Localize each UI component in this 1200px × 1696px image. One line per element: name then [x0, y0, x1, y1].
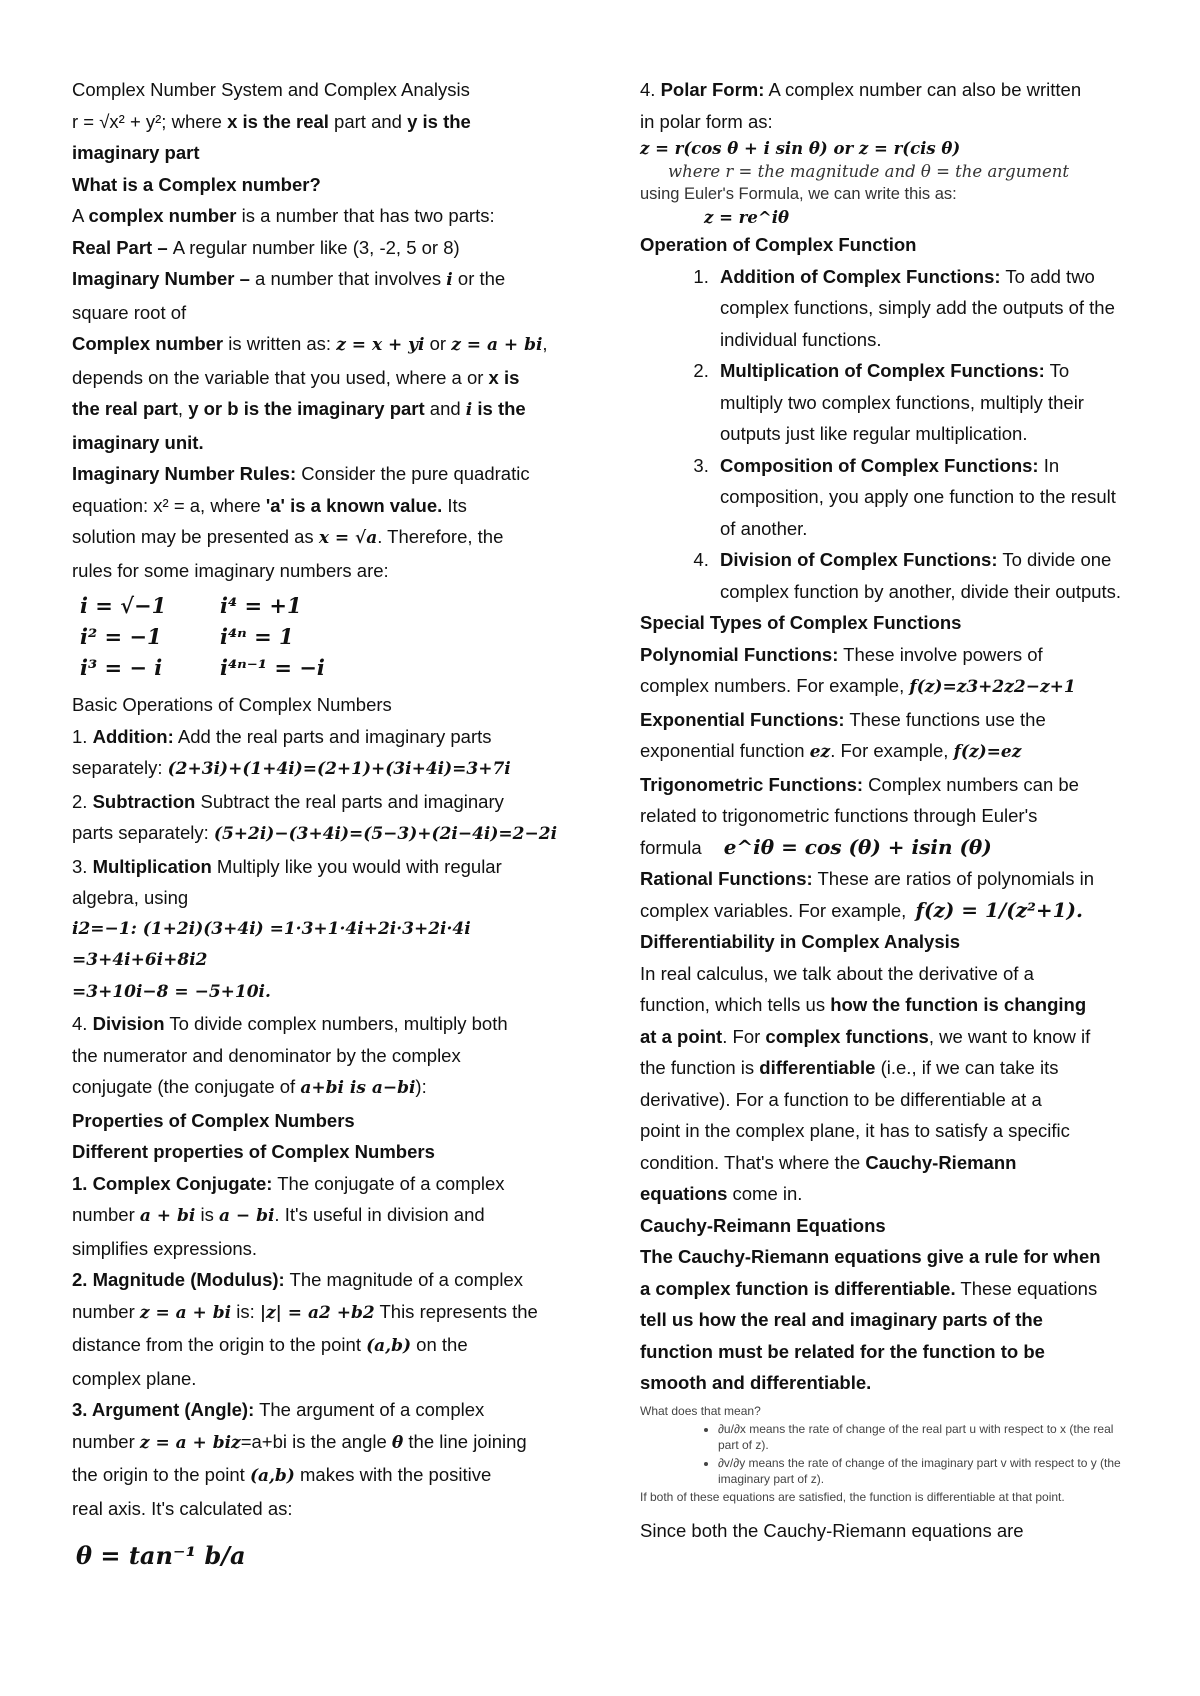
text-line: Trigonometric Functions: Complex numbers can be: [640, 773, 1079, 795]
embedded-note: [640, 1403, 1136, 1505]
text-line: related to trigonometric functions through Euler's: [640, 805, 1038, 826]
text-line: imaginary part: [72, 142, 200, 163]
text-line: point in the complex plane, it has to satisfy a specific: [640, 1120, 1070, 1141]
text-line: the real part, y or b is the imaginary part and i is the: [72, 398, 526, 420]
text-line: number z = a + bi is: |z| = a2 +b2 This represents the: [72, 1300, 538, 1323]
rational-formula: f(z) = 1/(z²+1).: [915, 897, 1083, 922]
text-line: conjugate (the conjugate of a+bi is a−bi):: [72, 1076, 427, 1098]
text-line: the origin to the point (a,b) makes with the positive: [72, 1464, 492, 1486]
list-item: • ∂u/∂x means the rate of change of the real part u with respect to x (the real part of z).: [718, 1421, 1136, 1453]
section-heading: Properties of Complex Numbers: [72, 1109, 355, 1131]
section-heading: Cauchy-Reimann Equations: [640, 1214, 886, 1236]
text-line: distance from the origin to the point (a,b) on the: [72, 1334, 468, 1356]
equation-line: z = re^iθ: [704, 208, 789, 227]
right-column: [640, 74, 1136, 1546]
list-item: • ∂v/∂y means the rate of change of the imaginary part v with respect to y (the imaginary part of z).: [718, 1455, 1136, 1487]
text-line: A complex number is a number that has two parts:: [72, 205, 495, 226]
text-line: imaginary unit.: [72, 431, 204, 453]
text-line: function must be related for the function to be: [640, 1340, 1045, 1362]
text-line: using Euler's Formula, we can write this as:: [640, 185, 957, 203]
text-line: a complex function is differentiable. These equations: [640, 1277, 1098, 1299]
text-line: number z = a + biz=a+bi is the angle θ the line joining: [72, 1430, 527, 1453]
argument-formula: θ = tan⁻¹ b/a: [76, 1541, 246, 1570]
text-line: square root of: [72, 301, 187, 323]
text-line: exponential function ez. For example, f(z)=ez: [640, 740, 1022, 762]
equation: i = √−1: [80, 593, 167, 618]
text-line: complex numbers. For example, f(z)=z3+2z2−z+1: [640, 675, 1076, 697]
text-line: In real calculus, we talk about the derivative of a: [640, 962, 1034, 984]
text-line: 4. Polar Form: A complex number can also be written: [640, 79, 1082, 100]
text-line: Real Part – A regular number like (3, -2, 5 or 8): [72, 236, 460, 258]
text-line: 2. Magnitude (Modulus): The magnitude of a complex: [72, 1269, 523, 1290]
text-line: r = √x² + y²; where x is the real part and y is the: [72, 110, 471, 132]
text-line: equations come in.: [640, 1183, 803, 1204]
euler-formula: e^iθ = cos (θ) + isin (θ): [723, 834, 992, 859]
text-line: tell us how the real and imaginary parts of the: [640, 1309, 1043, 1330]
text-line: 3. Argument (Angle): The argument of a complex: [72, 1399, 485, 1420]
text-line: the function is differentiable (i.e., if we can take its: [640, 1057, 1059, 1078]
text-line: at a point. For complex functions, we want to know if: [640, 1025, 1091, 1047]
list-item: 4. Division of Complex Functions: To divide one complex function by another, divide their outputs.: [714, 544, 1136, 607]
equation-line: i2=−1: (1+2i)(3+4i) =1·3+1·4i+2i·3+2i·4i =3+4i+6i+8i2: [72, 918, 471, 970]
text-line: Rational Functions: These are ratios of polynomials in: [640, 868, 1095, 889]
section-heading: Different properties of Complex Numbers: [72, 1141, 435, 1162]
text-line: rules for some imaginary numbers are:: [72, 559, 389, 581]
text-line: What does that mean?: [640, 1403, 761, 1418]
text-line: formula e^iθ = cos (θ) + isin (θ): [640, 834, 992, 859]
section-heading: Operation of Complex Function: [640, 234, 917, 255]
text-line: number a + bi is a − bi. It's useful in division and: [72, 1204, 485, 1226]
list-item: 3. Composition of Complex Functions: In composition, you apply one function to the result of another.: [714, 450, 1136, 545]
text-line: function, which tells us how the function is changing: [640, 994, 1087, 1015]
left-column: [72, 74, 572, 1584]
text-line: Polynomial Functions: These involve powers of: [640, 643, 1043, 665]
text-line: 2. Subtraction Subtract the real parts and imaginary: [72, 790, 504, 812]
text-line: equation: x² = a, where 'a' is a known value. Its: [72, 494, 467, 516]
text-line: Imaginary Number – a number that involves i or the: [72, 268, 506, 290]
text-line: complex variables. For example, f(z) = 1/(z²+1).: [640, 897, 1083, 922]
text-line: The Cauchy-Riemann equations give a rule for when: [640, 1246, 1101, 1267]
operations-list: [640, 261, 1136, 608]
text-line: algebra, using: [72, 887, 189, 908]
equation: i³ = − i: [80, 655, 163, 680]
text-line: real axis. It's calculated as:: [72, 1497, 293, 1519]
text-line: the numerator and denominator by the complex: [72, 1044, 461, 1066]
text-line: condition. That's where the Cauchy-Riemann: [640, 1151, 1017, 1173]
text-line: simplifies expressions.: [72, 1237, 258, 1259]
text-line: Exponential Functions: These functions use the: [640, 708, 1046, 730]
equation-line: =3+10i−8 = −5+10i.: [72, 981, 271, 1002]
text-line: Complex number is written as: z = x + yi or z = a + bi,: [72, 333, 548, 355]
text-line: derivative). For a function to be differentiable at a: [640, 1088, 1042, 1110]
equation-line: z = r(cos θ + i sin θ) or z = r(cis θ): [640, 139, 961, 158]
text-line: smooth and differentiable.: [640, 1372, 872, 1393]
text-line: 3. Multiplication Multiply like you would with regular: [72, 855, 502, 877]
equation: i⁴ⁿ⁻¹ = −i: [220, 655, 325, 680]
text-line: depends on the variable that you used, where a or x is: [72, 366, 520, 388]
equation: i⁴ = +1: [220, 593, 302, 618]
equation: i⁴ⁿ = 1: [220, 624, 294, 649]
text-line: complex plane.: [72, 1367, 197, 1389]
section-heading: What is a Complex number?: [72, 173, 321, 195]
text-line: If both of these equations are satisfied, the function is differentiable at that point.: [640, 1489, 1065, 1504]
text-line: Since both the Cauchy-Riemann equations are: [640, 1519, 1024, 1541]
text-line: 1. Complex Conjugate: The conjugate of a complex: [72, 1172, 505, 1194]
text-line: in polar form as:: [640, 110, 773, 132]
polar-form-block: [640, 137, 1136, 229]
imaginary-rules-equations: [80, 590, 572, 683]
section-heading: Differentiability in Complex Analysis: [640, 931, 961, 952]
list-item: 2. Multiplication of Complex Functions: To multiply two complex functions, multiply their outputs just like regular multiplication.: [714, 355, 1136, 450]
equation: i² = −1: [80, 624, 162, 649]
text-line: solution may be presented as x = √a. Therefore, the: [72, 526, 504, 548]
text-line: 1. Addition: Add the real parts and imaginary parts: [72, 725, 492, 747]
section-heading: Special Types of Complex Functions: [640, 612, 962, 633]
note-list: [640, 1421, 1136, 1487]
text-line: 4. Division To divide complex numbers, multiply both: [72, 1013, 508, 1034]
equation-line: where r = the magnitude and θ = the argument: [668, 162, 1070, 181]
text-line: Imaginary Number Rules: Consider the pure quadratic: [72, 463, 530, 484]
section-heading: Basic Operations of Complex Numbers: [72, 694, 392, 715]
text-line: parts separately: (5+2i)−(3+4i)=(5−3)+(2i−4i)=2−2i: [72, 822, 558, 844]
doc-title: Complex Number System and Complex Analysis: [72, 79, 470, 100]
list-item: 1. Addition of Complex Functions: To add two complex functions, simply add the outputs of the individual functions.: [714, 261, 1136, 356]
text-line: separately: (2+3i)+(1+4i)=(2+1)+(3i+4i)=3+7i: [72, 757, 511, 779]
